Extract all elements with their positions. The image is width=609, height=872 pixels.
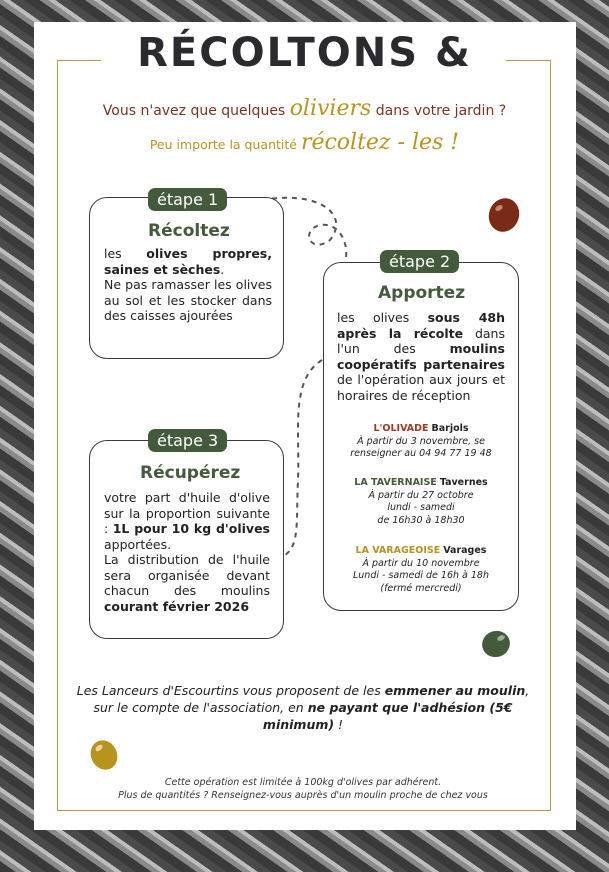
footer-note1: Cette opération est limitée à 100kg d'olives par adhérent.	[164, 777, 442, 788]
olive-brown-icon	[487, 195, 523, 235]
step2-b1: sous 48h après la récolte	[337, 310, 505, 341]
step1-b1: olives propres, saines et sèches	[104, 246, 272, 277]
intro-pre: Vous n'avez que quelques	[102, 103, 286, 119]
intro-line2-script: récoltez - les !	[300, 130, 460, 155]
step2-b2: moulins coopératifs partenaires	[337, 341, 505, 372]
intro-post: dans votre jardin ?	[375, 103, 507, 119]
step1-text	[104, 246, 272, 324]
step3-b2: courant février 2026	[104, 598, 250, 614]
footer-p3: !	[334, 717, 344, 732]
step2-t3: de l'opération aux jours et horaires de réception	[337, 372, 505, 403]
shop-line1: À partir du 3 novembre, se	[357, 435, 485, 447]
footer-b1: emmener au moulin	[384, 683, 526, 698]
step3-t1: votre part d'huile d'olive sur la proportion suivante :	[104, 490, 270, 536]
shop-town: Tavernes	[439, 477, 488, 488]
intro-script: oliviers	[289, 96, 372, 121]
step1-t3: Ne pas ramasser les olives au sol et les stocker dans des caisses ajourées	[104, 277, 272, 323]
shop-tavernaise	[337, 477, 505, 527]
shop-name: L'OLIVADE	[373, 423, 429, 434]
intro-line2-pre: Peu importe la quantité	[149, 137, 297, 152]
step1-badge: étape 1	[148, 188, 227, 211]
shop-town: Varages	[443, 545, 487, 556]
shop-line1: À partir du 10 novembre	[362, 557, 480, 569]
shop-line2: Lundi - samedi de 16h à 18h	[352, 570, 489, 581]
shop-varageoise	[337, 545, 505, 595]
footer-note	[70, 777, 536, 802]
step3-b1: 1L pour 10 kg d'olives	[112, 521, 270, 536]
step3-badge: étape 3	[148, 429, 227, 452]
connector-2-3	[285, 360, 322, 555]
step3-text	[104, 490, 270, 614]
step2-badge: étape 2	[380, 250, 459, 273]
footer-b2: ne payant que l'adhésion (5€ minimum)	[262, 700, 513, 732]
shop-line1: À partir du 27 octobre	[368, 489, 474, 501]
footer-p2: , sur le compte de l'association, en	[93, 683, 530, 715]
olive-green-icon	[480, 628, 514, 660]
shop-name: LA VARAGEOISE	[355, 545, 441, 556]
step1-t2: .	[220, 261, 225, 277]
footer-note2: Plus de quantités ? Renseignez-vous auprès d'un moulin proche de chez vous	[118, 789, 488, 801]
shop-town: Barjols	[431, 423, 469, 434]
shop-line3: (fermé mercredi)	[380, 582, 462, 594]
step2-t2: dans l'un des	[337, 325, 505, 356]
shop-line2: lundi - samedi	[387, 502, 455, 513]
step2-text	[337, 310, 505, 403]
step2-t1: les olives	[337, 310, 410, 325]
shop-line3: de 16h30 à 18h30	[377, 514, 465, 526]
step3-heading: Récupérez	[140, 463, 241, 483]
shop-name: LA TAVERNAISE	[354, 477, 437, 488]
step1-t1: les	[104, 246, 122, 261]
shop-olivade	[337, 423, 505, 461]
step2-heading: Apportez	[378, 283, 466, 303]
footer-p1: Les Lanceurs d'Escourtins vous proposent de les	[76, 683, 381, 698]
footer-paragraph	[70, 682, 536, 733]
step3-t2: apportées.	[104, 536, 172, 552]
shop-line2: renseigner au 04 94 77 19 48	[350, 448, 492, 459]
step1-heading: Récoltez	[148, 221, 230, 241]
step3-t3: La distribution de l'huile sera organisée devant chacun des moulins	[104, 552, 270, 598]
olive-yellow-icon	[87, 737, 121, 773]
page-title: RÉCOLTONS &	[137, 30, 472, 76]
